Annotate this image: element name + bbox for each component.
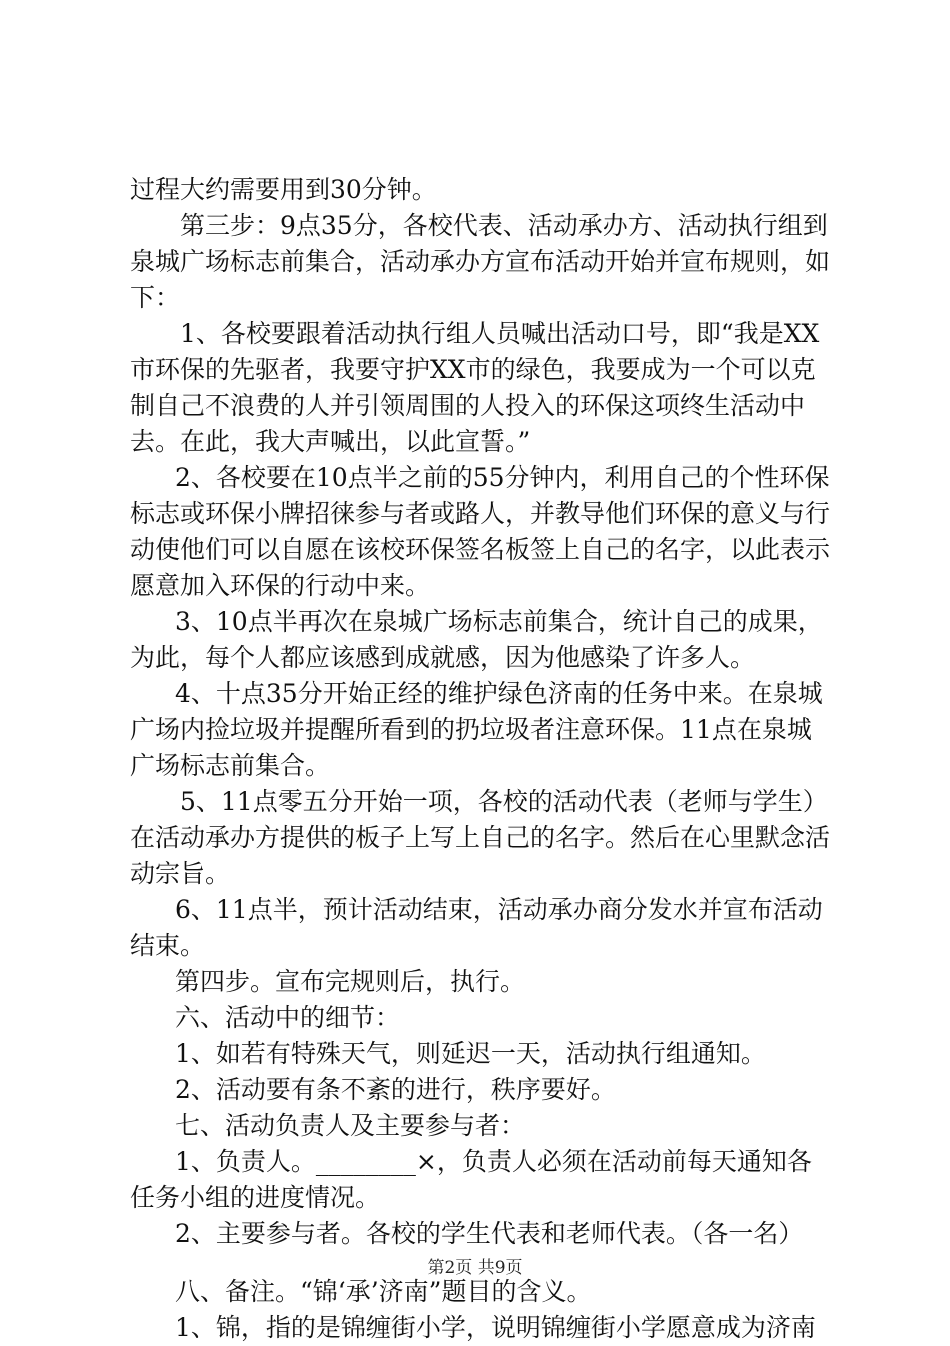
section-heading-details: 六、活动中的细节： xyxy=(175,1003,401,1032)
paragraph-rule-5: 5、11点零五分开始一项，各校的活动代表（老师与学生）在活动承办方提供的板子上写上自己的名字。然后在心里默念活动宗旨。 xyxy=(130,787,831,888)
paragraph-note-1: 1、锦，指的是锦缠街小学，说明锦缠街小学愿意成为济南 xyxy=(175,1313,816,1342)
paragraph-detail-2: 2、活动要有条不紊的进行，秩序要好。 xyxy=(175,1075,616,1104)
paragraph-rule-1: 1、各校要跟着活动执行组人员喊出活动口号，即“我是XX市环保的先驱者，我要守护XX市的绿色，我要成为一个可以克制自己不浪费的人并引领周围的人投入的环保这项终生活动中去。在此，我大声喊出，以此宣誓。” xyxy=(130,319,820,456)
paragraph-step-four: 第四步。宣布完规则后，执行。 xyxy=(175,967,526,996)
paragraph-continuation: 过程大约需要用到30分钟。 xyxy=(130,175,437,204)
section-heading-notes: 八、备注。“锦‘承’济南”题目的含义。 xyxy=(175,1277,592,1306)
document-body xyxy=(130,172,830,1346)
paragraph-rule-6: 6、11点半，预计活动结束，活动承办商分发水并宣布活动结束。 xyxy=(130,895,823,960)
paragraph-rule-4: 4、十点35分开始正经的维护绿色济南的任务中来。在泉城广场内捡垃圾并提醒所看到的扔垃圾者注意环保。11点在泉城广场标志前集合。 xyxy=(130,679,823,780)
paragraph-rule-3: 3、10点半再次在泉城广场标志前集合，统计自己的成果，为此，每个人都应该感到成就感，因为他感染了许多人。 xyxy=(130,607,823,672)
paragraph-detail-1: 1、如若有特殊天气，则延迟一天，活动执行组通知。 xyxy=(175,1039,766,1068)
paragraph-step-three: 第三步：9点35分，各校代表、活动承办方、活动执行组到泉城广场标志前集合，活动承办方宣布活动开始并宣布规则，如下： xyxy=(130,211,831,312)
paragraph-participants: 2、主要参与者。各校的学生代表和老师代表。（各一名） xyxy=(175,1219,804,1248)
page-number-footer: 第2页 共9页 xyxy=(427,1258,523,1278)
section-heading-people: 七、活动负责人及主要参与者： xyxy=(175,1111,526,1140)
paragraph-rule-2: 2、各校要在10点半之前的55分钟内，利用自己的个性环保标志或环保小牌招徕参与者或路人，并教导他们环保的意义与行动使他们可以自愿在该校环保签名板签上自己的名字，以此表示愿意加入环保的行动中来。 xyxy=(130,463,831,600)
paragraph-person-in-charge: 1、负责人。________×，负责人必须在活动前每天通知各任务小组的进度情况。 xyxy=(130,1147,812,1212)
